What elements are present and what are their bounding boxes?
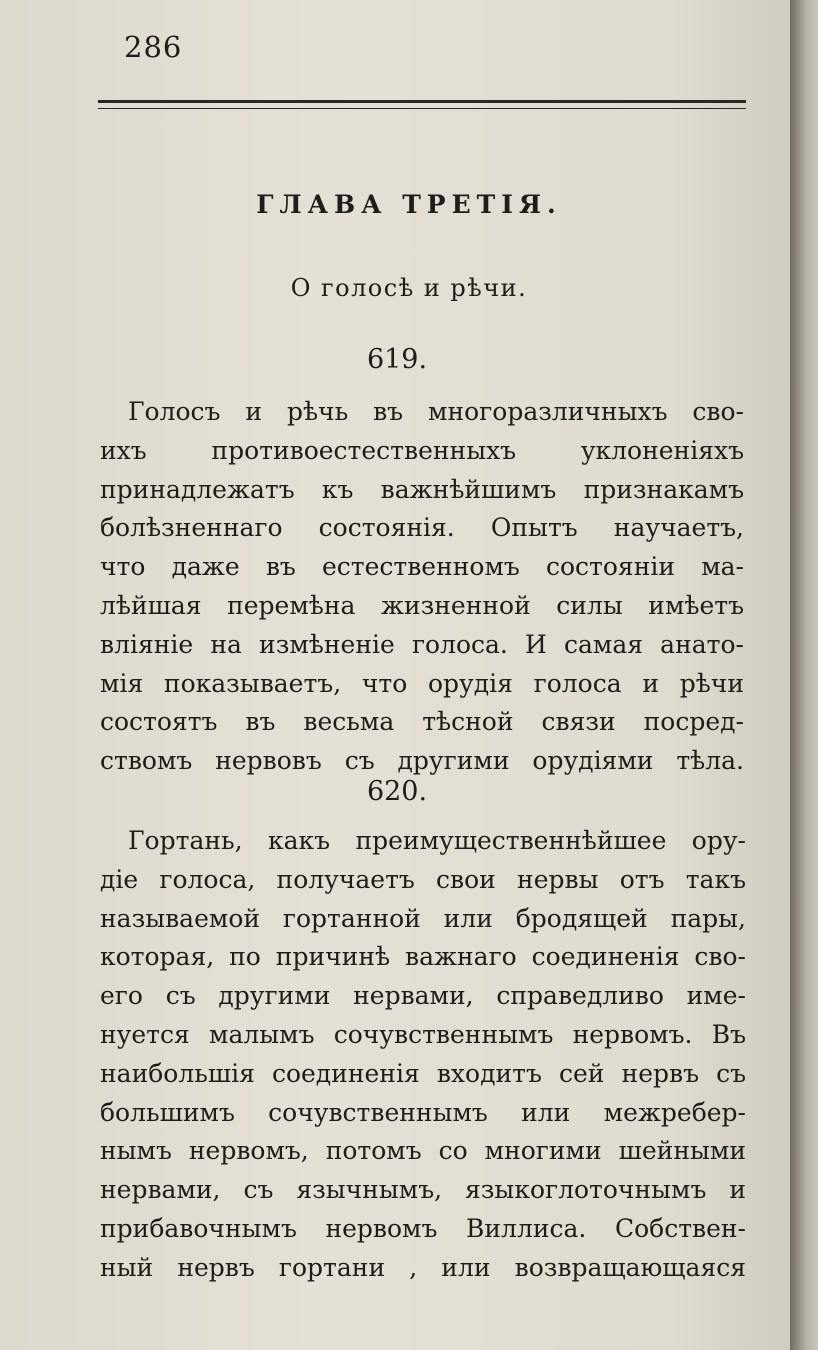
- text-line: лѣйшая перемѣна жизненной силы имѣетъ: [100, 590, 744, 620]
- text-line: ствомъ нервовъ съ другими орудіями тѣла.: [100, 746, 744, 776]
- text-line: діе голоса, получаетъ свои нервы отъ такъ: [100, 864, 746, 894]
- text-line: Гортань, какъ преимущественнѣйшее ору-: [128, 826, 746, 855]
- text-line: принадлежатъ къ важнѣйшимъ признакамъ: [100, 474, 744, 504]
- text-line: что даже въ естественномъ состояніи ма-: [100, 552, 744, 582]
- section-title: О голосѣ и рѣчи.: [290, 274, 528, 302]
- paragraph-number: 620.: [366, 776, 428, 807]
- text-line: которая, по причинѣ важнаго соединенія сво-: [100, 942, 746, 972]
- text-line: вліяніе на измѣненіе голоса. И самая анато-: [100, 629, 744, 659]
- paragraph-number: 619.: [366, 344, 428, 375]
- page-number: 286: [124, 30, 183, 64]
- text-line: болѣзненнаго состоянія. Опытъ научаетъ,: [100, 513, 744, 543]
- chapter-heading: ГЛАВА ТРЕТІЯ.: [256, 190, 562, 219]
- text-line: состоятъ въ весьма тѣсной связи посред-: [100, 707, 744, 737]
- text-line: наибольшія соединенія входитъ сей нервъ съ: [100, 1058, 746, 1088]
- text-line: ный нервъ гортани , или возвращающаяся: [100, 1252, 746, 1282]
- text-line: его съ другими нервами, справедливо име-: [100, 981, 746, 1011]
- text-line: называемой гортанной или бродящей пары,: [100, 903, 746, 933]
- text-line: нымъ нервомъ, потомъ со многими шейными: [100, 1136, 746, 1166]
- text-line: нуется малымъ сочувственнымъ нервомъ. Въ: [100, 1019, 746, 1049]
- text-line: мія показываетъ, что орудія голоса и рѣчи: [100, 668, 744, 698]
- header-rule-thick: [98, 100, 746, 103]
- text-line: большимъ сочувственнымъ или межребер-: [100, 1097, 746, 1127]
- text-line: Голосъ и рѣчь въ многоразличныхъ сво-: [128, 397, 744, 426]
- paragraph-619: [100, 393, 744, 781]
- text-line: прибавочнымъ нервомъ Виллиса. Собствен-: [100, 1213, 746, 1243]
- paragraph-620: [100, 822, 746, 1288]
- text-line: ихъ противоестественныхъ уклоненіяхъ: [100, 435, 744, 465]
- text-line: нервами, съ язычнымъ, языкоглоточнымъ и: [100, 1175, 746, 1205]
- header-rule-thin: [98, 108, 746, 109]
- page-edge: [790, 0, 818, 1350]
